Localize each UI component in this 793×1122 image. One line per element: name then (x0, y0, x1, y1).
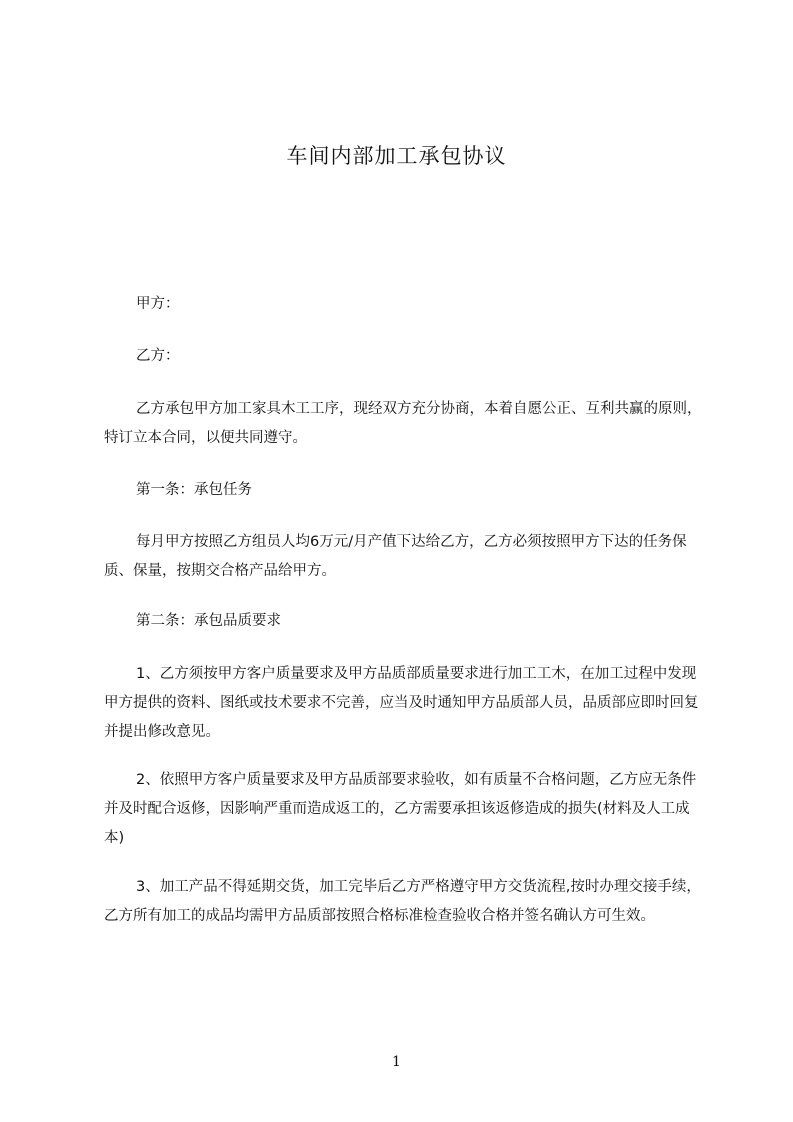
clause-2: 2、依照甲方客户质量要求及甲方品质部要求验收，如有质量不合格问题，乙方应无条件并及时配合返修，因影响严重而造成返工的，乙方需要承担该返修造成的损失(材料及人工成本) (104, 772, 697, 846)
article-1-heading: 第一条：承包任务 (136, 482, 252, 498)
party-a-label: 甲方： (136, 296, 180, 312)
party-b-label: 乙方： (136, 348, 180, 364)
document-title: 车间内部加工承包协议 (286, 144, 507, 168)
intro-paragraph: 乙方承包甲方加工家具木工工序，现经双方充分协商，本着自愿公正、互利共赢的原则，特订立本合同，以便共同遵守。 (104, 401, 702, 446)
article-2-heading: 第二条：承包品质要求 (136, 613, 281, 629)
clause-3: 3、加工产品不得延期交货，加工完毕后乙方严格遵守甲方交货流程,按时办理交接手续，乙方所有加工的成品均需甲方品质部按照合格标准检查验收合格并签名确认方可生效。 (104, 879, 701, 924)
article-1-body: 每月甲方按照乙方组员人均6万元/月产值下达给乙方，乙方必须按照甲方下达的任务保质、保量，按期交合格产品给甲方。 (104, 534, 687, 579)
page-number: 1 (392, 1054, 401, 1070)
clause-1: 1、乙方须按甲方客户质量要求及甲方品质部质量要求进行加工工木，在加工过程中发现甲方提供的资料、图纸或技术要求不完善，应当及时通知甲方品质部人员，品质部应即时回复并提出修改意见。 (104, 666, 699, 740)
